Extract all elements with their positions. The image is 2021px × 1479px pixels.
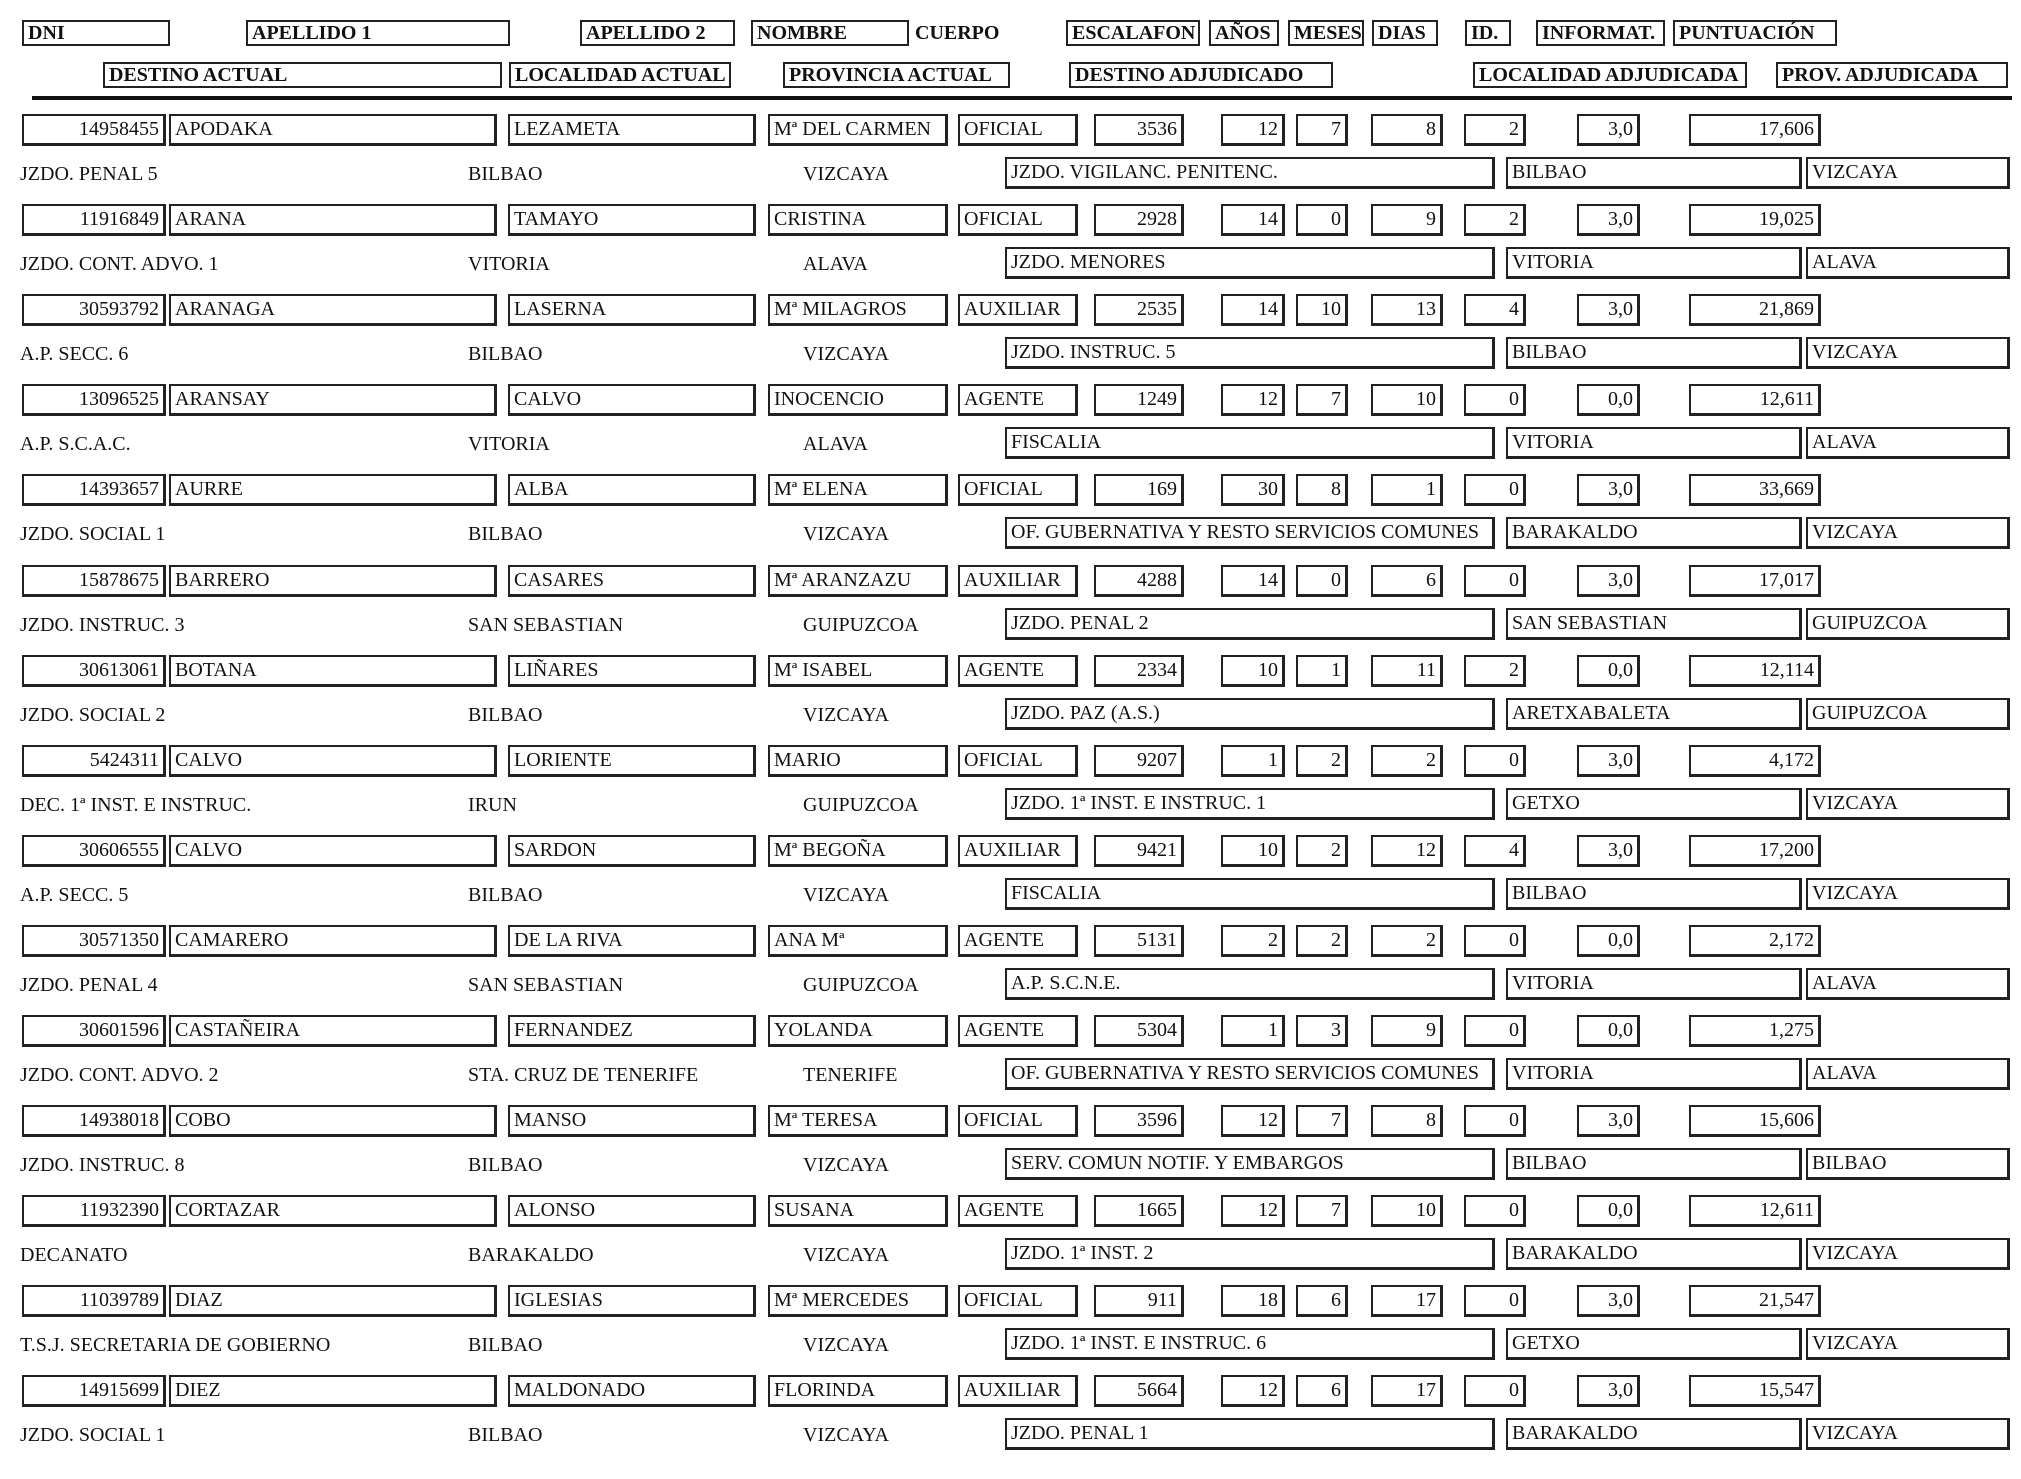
cell-informat: 3,0: [1577, 1105, 1640, 1137]
cell-puntuacion: 1,275: [1689, 1015, 1821, 1047]
header-destino-actual: DESTINO ACTUAL: [103, 62, 502, 88]
cell-dias: 6: [1371, 565, 1443, 597]
header-meses: MESES: [1288, 20, 1364, 46]
cell-informat: 0,0: [1577, 925, 1640, 957]
cell-escalafon: 5304: [1094, 1015, 1184, 1047]
cell-meses: 7: [1296, 1105, 1348, 1137]
header-cuerpo: CUERPO: [909, 20, 1064, 46]
cell-apellido2: IGLESIAS: [508, 1285, 756, 1317]
cell-provincia-actual: VIZCAYA: [803, 343, 889, 365]
cell-apellido2: FERNANDEZ: [508, 1015, 756, 1047]
cell-destino-actual: JZDO. PENAL 4: [20, 974, 158, 996]
cell-localidad-adjudicada: VITORIA: [1506, 968, 1802, 1000]
cell-localidad-adjudicada: GETXO: [1506, 788, 1802, 820]
cell-puntuacion: 4,172: [1689, 745, 1821, 777]
cell-puntuacion: 12,611: [1689, 384, 1821, 416]
cell-localidad-adjudicada: BILBAO: [1506, 337, 1802, 369]
cell-escalafon: 2928: [1094, 204, 1184, 236]
cell-prov-adjudicada: GUIPUZCOA: [1806, 698, 2010, 730]
cell-destino-adjudicado: OF. GUBERNATIVA Y RESTO SERVICIOS COMUNES: [1005, 1058, 1495, 1090]
cell-apellido1: CASTAÑEIRA: [169, 1015, 497, 1047]
cell-dias: 1: [1371, 474, 1443, 506]
cell-cuerpo: OFICIAL: [958, 745, 1078, 777]
cell-apellido1: AURRE: [169, 474, 497, 506]
cell-apellido1: DIAZ: [169, 1285, 497, 1317]
header-informat: INFORMAT.: [1536, 20, 1665, 46]
cell-puntuacion: 19,025: [1689, 204, 1821, 236]
cell-puntuacion: 17,606: [1689, 114, 1821, 146]
cell-puntuacion: 21,547: [1689, 1285, 1821, 1317]
cell-dni: 30601596: [22, 1015, 166, 1047]
cell-localidad-actual: SAN SEBASTIAN: [468, 614, 624, 636]
cell-dni: 11932390: [22, 1195, 166, 1227]
cell-nombre: Mª ELENA: [768, 474, 948, 506]
cell-destino-actual: JZDO. CONT. ADVO. 1: [20, 253, 219, 275]
cell-dias: 8: [1371, 114, 1443, 146]
cell-meses: 0: [1296, 565, 1348, 597]
cell-informat: 3,0: [1577, 1285, 1640, 1317]
cell-dni: 5424311: [22, 745, 166, 777]
cell-informat: 3,0: [1577, 294, 1640, 326]
header-prov-adjudicada: PROV. ADJUDICADA: [1776, 62, 2008, 88]
cell-destino-adjudicado: JZDO. 1ª INST. E INSTRUC. 1: [1005, 788, 1495, 820]
cell-meses: 7: [1296, 384, 1348, 416]
cell-meses: 7: [1296, 114, 1348, 146]
cell-meses: 2: [1296, 745, 1348, 777]
cell-apellido1: CORTAZAR: [169, 1195, 497, 1227]
cell-dni: 30613061: [22, 655, 166, 687]
cell-dias: 2: [1371, 745, 1443, 777]
cell-localidad-actual: SAN SEBASTIAN: [468, 974, 624, 996]
cell-destino-actual: JZDO. INSTRUC. 3: [20, 614, 185, 636]
cell-meses: 2: [1296, 925, 1348, 957]
cell-informat: 3,0: [1577, 745, 1640, 777]
cell-destino-adjudicado: JZDO. 1ª INST. 2: [1005, 1238, 1495, 1270]
cell-escalafon: 911: [1094, 1285, 1184, 1317]
cell-provincia-actual: VIZCAYA: [803, 163, 889, 185]
cell-apellido1: CALVO: [169, 745, 497, 777]
cell-meses: 1: [1296, 655, 1348, 687]
cell-cuerpo: AUXILIAR: [958, 835, 1078, 867]
cell-dias: 8: [1371, 1105, 1443, 1137]
cell-dni: 30606555: [22, 835, 166, 867]
cell-id: 4: [1464, 294, 1526, 326]
cell-id: 0: [1464, 1015, 1526, 1047]
cell-meses: 8: [1296, 474, 1348, 506]
cell-destino-adjudicado: SERV. COMUN NOTIF. Y EMBARGOS: [1005, 1148, 1495, 1180]
cell-localidad-adjudicada: VITORIA: [1506, 247, 1802, 279]
cell-anos: 1: [1221, 745, 1285, 777]
cell-id: 2: [1464, 204, 1526, 236]
cell-apellido2: ALBA: [508, 474, 756, 506]
cell-destino-adjudicado: FISCALIA: [1005, 878, 1495, 910]
cell-apellido2: ALONSO: [508, 1195, 756, 1227]
header-id: ID.: [1465, 20, 1511, 46]
cell-localidad-adjudicada: ARETXABALETA: [1506, 698, 1802, 730]
cell-dias: 10: [1371, 1195, 1443, 1227]
cell-dias: 9: [1371, 1015, 1443, 1047]
cell-dias: 2: [1371, 925, 1443, 957]
cell-destino-adjudicado: FISCALIA: [1005, 427, 1495, 459]
cell-localidad-actual: BILBAO: [468, 343, 543, 365]
cell-localidad-adjudicada: BARAKALDO: [1506, 1418, 1802, 1450]
cell-dni: 30571350: [22, 925, 166, 957]
cell-destino-actual: JZDO. SOCIAL 1: [20, 1424, 166, 1446]
cell-apellido2: LORIENTE: [508, 745, 756, 777]
cell-apellido1: APODAKA: [169, 114, 497, 146]
cell-apellido2: CALVO: [508, 384, 756, 416]
cell-escalafon: 169: [1094, 474, 1184, 506]
cell-puntuacion: 17,200: [1689, 835, 1821, 867]
cell-destino-adjudicado: JZDO. VIGILANC. PENITENC.: [1005, 157, 1495, 189]
cell-anos: 14: [1221, 294, 1285, 326]
cell-anos: 30: [1221, 474, 1285, 506]
cell-prov-adjudicada: VIZCAYA: [1806, 788, 2010, 820]
cell-escalafon: 1249: [1094, 384, 1184, 416]
cell-destino-actual: JZDO. SOCIAL 1: [20, 523, 166, 545]
cell-apellido2: MANSO: [508, 1105, 756, 1137]
cell-meses: 6: [1296, 1285, 1348, 1317]
header-anos: AÑOS: [1209, 20, 1279, 46]
cell-apellido1: COBO: [169, 1105, 497, 1137]
cell-destino-actual: T.S.J. SECRETARIA DE GOBIERNO: [20, 1334, 331, 1356]
cell-localidad-adjudicada: BILBAO: [1506, 1148, 1802, 1180]
cell-escalafon: 5664: [1094, 1375, 1184, 1407]
cell-prov-adjudicada: VIZCAYA: [1806, 1418, 2010, 1450]
cell-localidad-actual: VITORIA: [468, 433, 550, 455]
cell-localidad-actual: BARAKALDO: [468, 1244, 594, 1266]
cell-informat: 3,0: [1577, 835, 1640, 867]
cell-nombre: CRISTINA: [768, 204, 948, 236]
cell-dias: 11: [1371, 655, 1443, 687]
cell-escalafon: 9421: [1094, 835, 1184, 867]
cell-apellido2: DE LA RIVA: [508, 925, 756, 957]
cell-destino-adjudicado: JZDO. PENAL 1: [1005, 1418, 1495, 1450]
cell-localidad-actual: BILBAO: [468, 1424, 543, 1446]
cell-anos: 12: [1221, 1105, 1285, 1137]
cell-id: 0: [1464, 1375, 1526, 1407]
cell-provincia-actual: TENERIFE: [803, 1064, 898, 1086]
header-apellido-1: APELLIDO 1: [246, 20, 510, 46]
cell-nombre: Mª ISABEL: [768, 655, 948, 687]
cell-meses: 10: [1296, 294, 1348, 326]
cell-informat: 0,0: [1577, 655, 1640, 687]
cell-cuerpo: OFICIAL: [958, 1285, 1078, 1317]
cell-cuerpo: AUXILIAR: [958, 294, 1078, 326]
cell-apellido2: TAMAYO: [508, 204, 756, 236]
cell-apellido2: CASARES: [508, 565, 756, 597]
cell-escalafon: 5131: [1094, 925, 1184, 957]
cell-localidad-adjudicada: BARAKALDO: [1506, 517, 1802, 549]
cell-escalafon: 1665: [1094, 1195, 1184, 1227]
cell-informat: 3,0: [1577, 1375, 1640, 1407]
cell-id: 0: [1464, 565, 1526, 597]
cell-puntuacion: 21,869: [1689, 294, 1821, 326]
cell-destino-adjudicado: A.P. S.C.N.E.: [1005, 968, 1495, 1000]
header-destino-adjudicado: DESTINO ADJUDICADO: [1069, 62, 1333, 88]
cell-dni: 14958455: [22, 114, 166, 146]
cell-dias: 9: [1371, 204, 1443, 236]
cell-dni: 14938018: [22, 1105, 166, 1137]
cell-escalafon: 3596: [1094, 1105, 1184, 1137]
cell-escalafon: 9207: [1094, 745, 1184, 777]
cell-informat: 3,0: [1577, 565, 1640, 597]
cell-prov-adjudicada: VIZCAYA: [1806, 157, 2010, 189]
cell-dias: 17: [1371, 1375, 1443, 1407]
cell-cuerpo: AUXILIAR: [958, 1375, 1078, 1407]
cell-provincia-actual: VIZCAYA: [803, 1334, 889, 1356]
cell-provincia-actual: VIZCAYA: [803, 1244, 889, 1266]
cell-prov-adjudicada: VIZCAYA: [1806, 337, 2010, 369]
cell-apellido2: MALDONADO: [508, 1375, 756, 1407]
cell-nombre: YOLANDA: [768, 1015, 948, 1047]
cell-prov-adjudicada: ALAVA: [1806, 247, 2010, 279]
cell-dias: 13: [1371, 294, 1443, 326]
cell-meses: 6: [1296, 1375, 1348, 1407]
header-localidad-adjudicada: LOCALIDAD ADJUDICADA: [1473, 62, 1747, 88]
cell-cuerpo: AGENTE: [958, 655, 1078, 687]
cell-apellido1: ARANSAY: [169, 384, 497, 416]
cell-apellido2: LIÑARES: [508, 655, 756, 687]
cell-prov-adjudicada: VIZCAYA: [1806, 878, 2010, 910]
cell-localidad-actual: BILBAO: [468, 884, 543, 906]
cell-nombre: Mª MERCEDES: [768, 1285, 948, 1317]
cell-prov-adjudicada: VIZCAYA: [1806, 1238, 2010, 1270]
cell-id: 0: [1464, 384, 1526, 416]
cell-prov-adjudicada: VIZCAYA: [1806, 1328, 2010, 1360]
header-nombre: NOMBRE: [751, 20, 909, 46]
cell-escalafon: 4288: [1094, 565, 1184, 597]
cell-puntuacion: 15,547: [1689, 1375, 1821, 1407]
cell-informat: 0,0: [1577, 1195, 1640, 1227]
cell-dni: 11039789: [22, 1285, 166, 1317]
cell-localidad-actual: BILBAO: [468, 523, 543, 545]
cell-destino-actual: DEC. 1ª INST. E INSTRUC.: [20, 794, 252, 816]
cell-cuerpo: AGENTE: [958, 1015, 1078, 1047]
cell-id: 4: [1464, 835, 1526, 867]
cell-localidad-actual: IRUN: [468, 794, 517, 816]
header-provincia-actual: PROVINCIA ACTUAL: [783, 62, 1010, 88]
cell-localidad-actual: BILBAO: [468, 704, 543, 726]
cell-escalafon: 2535: [1094, 294, 1184, 326]
cell-anos: 12: [1221, 114, 1285, 146]
cell-puntuacion: 2,172: [1689, 925, 1821, 957]
cell-anos: 14: [1221, 204, 1285, 236]
cell-puntuacion: 15,606: [1689, 1105, 1821, 1137]
cell-destino-adjudicado: JZDO. MENORES: [1005, 247, 1495, 279]
cell-apellido2: SARDON: [508, 835, 756, 867]
cell-localidad-adjudicada: GETXO: [1506, 1328, 1802, 1360]
cell-destino-adjudicado: JZDO. PENAL 2: [1005, 608, 1495, 640]
cell-prov-adjudicada: VIZCAYA: [1806, 517, 2010, 549]
cell-destino-adjudicado: JZDO. INSTRUC. 5: [1005, 337, 1495, 369]
cell-id: 0: [1464, 474, 1526, 506]
cell-localidad-adjudicada: BILBAO: [1506, 878, 1802, 910]
cell-prov-adjudicada: ALAVA: [1806, 1058, 2010, 1090]
cell-localidad-actual: STA. CRUZ DE TENERIFE: [468, 1064, 699, 1086]
cell-apellido1: CAMARERO: [169, 925, 497, 957]
cell-localidad-actual: BILBAO: [468, 1154, 543, 1176]
cell-dni: 11916849: [22, 204, 166, 236]
cell-id: 0: [1464, 745, 1526, 777]
cell-localidad-actual: BILBAO: [468, 1334, 543, 1356]
cell-apellido1: ARANA: [169, 204, 497, 236]
cell-dias: 17: [1371, 1285, 1443, 1317]
cell-provincia-actual: GUIPUZCOA: [803, 614, 919, 636]
cell-apellido1: ARANAGA: [169, 294, 497, 326]
cell-localidad-actual: VITORIA: [468, 253, 550, 275]
cell-nombre: Mª TERESA: [768, 1105, 948, 1137]
header-escalafon: ESCALAFON: [1066, 20, 1200, 46]
cell-apellido1: DIEZ: [169, 1375, 497, 1407]
cell-destino-adjudicado: JZDO. 1ª INST. E INSTRUC. 6: [1005, 1328, 1495, 1360]
cell-nombre: Mª MILAGROS: [768, 294, 948, 326]
cell-prov-adjudicada: BILBAO: [1806, 1148, 2010, 1180]
cell-provincia-actual: ALAVA: [803, 433, 868, 455]
cell-dni: 30593792: [22, 294, 166, 326]
cell-anos: 1: [1221, 1015, 1285, 1047]
cell-provincia-actual: VIZCAYA: [803, 884, 889, 906]
cell-id: 2: [1464, 114, 1526, 146]
cell-meses: 7: [1296, 1195, 1348, 1227]
cell-localidad-adjudicada: VITORIA: [1506, 1058, 1802, 1090]
header-apellido-2: APELLIDO 2: [580, 20, 735, 46]
cell-provincia-actual: VIZCAYA: [803, 704, 889, 726]
cell-cuerpo: OFICIAL: [958, 204, 1078, 236]
cell-localidad-adjudicada: BARAKALDO: [1506, 1238, 1802, 1270]
cell-puntuacion: 33,669: [1689, 474, 1821, 506]
cell-apellido1: CALVO: [169, 835, 497, 867]
cell-prov-adjudicada: ALAVA: [1806, 427, 2010, 459]
cell-localidad-adjudicada: BILBAO: [1506, 157, 1802, 189]
cell-nombre: ANA Mª: [768, 925, 948, 957]
cell-nombre: MARIO: [768, 745, 948, 777]
cell-informat: 3,0: [1577, 474, 1640, 506]
cell-provincia-actual: GUIPUZCOA: [803, 794, 919, 816]
cell-anos: 12: [1221, 384, 1285, 416]
cell-puntuacion: 17,017: [1689, 565, 1821, 597]
cell-cuerpo: OFICIAL: [958, 114, 1078, 146]
cell-destino-actual: JZDO. PENAL 5: [20, 163, 158, 185]
cell-destino-actual: JZDO. INSTRUC. 8: [20, 1154, 185, 1176]
cell-dni: 13096525: [22, 384, 166, 416]
cell-cuerpo: AGENTE: [958, 384, 1078, 416]
cell-localidad-adjudicada: SAN SEBASTIAN: [1506, 608, 1802, 640]
cell-nombre: SUSANA: [768, 1195, 948, 1227]
cell-puntuacion: 12,611: [1689, 1195, 1821, 1227]
cell-apellido2: LEZAMETA: [508, 114, 756, 146]
cell-anos: 18: [1221, 1285, 1285, 1317]
cell-escalafon: 2334: [1094, 655, 1184, 687]
cell-anos: 10: [1221, 655, 1285, 687]
cell-provincia-actual: VIZCAYA: [803, 1154, 889, 1176]
cell-id: 0: [1464, 925, 1526, 957]
cell-informat: 0,0: [1577, 1015, 1640, 1047]
cell-provincia-actual: ALAVA: [803, 253, 868, 275]
cell-informat: 0,0: [1577, 384, 1640, 416]
cell-nombre: Mª BEGOÑA: [768, 835, 948, 867]
cell-id: 0: [1464, 1285, 1526, 1317]
cell-cuerpo: AGENTE: [958, 925, 1078, 957]
cell-cuerpo: AUXILIAR: [958, 565, 1078, 597]
header-dias: DIAS: [1372, 20, 1438, 46]
cell-cuerpo: AGENTE: [958, 1195, 1078, 1227]
cell-puntuacion: 12,114: [1689, 655, 1821, 687]
cell-nombre: FLORINDA: [768, 1375, 948, 1407]
cell-apellido1: BOTANA: [169, 655, 497, 687]
cell-destino-actual: JZDO. CONT. ADVO. 2: [20, 1064, 219, 1086]
cell-anos: 10: [1221, 835, 1285, 867]
cell-dni: 15878675: [22, 565, 166, 597]
cell-informat: 3,0: [1577, 204, 1640, 236]
cell-anos: 14: [1221, 565, 1285, 597]
cell-prov-adjudicada: GUIPUZCOA: [1806, 608, 2010, 640]
cell-apellido2: LASERNA: [508, 294, 756, 326]
header-rule: [32, 96, 2012, 100]
cell-nombre: Mª ARANZAZU: [768, 565, 948, 597]
cell-anos: 2: [1221, 925, 1285, 957]
cell-provincia-actual: VIZCAYA: [803, 1424, 889, 1446]
cell-localidad-adjudicada: VITORIA: [1506, 427, 1802, 459]
cell-cuerpo: OFICIAL: [958, 474, 1078, 506]
cell-cuerpo: OFICIAL: [958, 1105, 1078, 1137]
cell-meses: 0: [1296, 204, 1348, 236]
cell-dias: 12: [1371, 835, 1443, 867]
cell-dni: 14393657: [22, 474, 166, 506]
cell-escalafon: 3536: [1094, 114, 1184, 146]
cell-meses: 3: [1296, 1015, 1348, 1047]
cell-provincia-actual: VIZCAYA: [803, 523, 889, 545]
cell-destino-actual: A.P. S.C.A.C.: [20, 433, 131, 455]
cell-destino-adjudicado: OF. GUBERNATIVA Y RESTO SERVICIOS COMUNES: [1005, 517, 1495, 549]
header-localidad-actual: LOCALIDAD ACTUAL: [509, 62, 731, 88]
cell-meses: 2: [1296, 835, 1348, 867]
cell-destino-actual: DECANATO: [20, 1244, 128, 1266]
cell-destino-actual: A.P. SECC. 5: [20, 884, 129, 906]
cell-id: 2: [1464, 655, 1526, 687]
cell-destino-actual: A.P. SECC. 6: [20, 343, 129, 365]
cell-anos: 12: [1221, 1375, 1285, 1407]
cell-dni: 14915699: [22, 1375, 166, 1407]
cell-id: 0: [1464, 1105, 1526, 1137]
cell-informat: 3,0: [1577, 114, 1640, 146]
header-puntuacion: PUNTUACIÓN: [1673, 20, 1837, 46]
cell-prov-adjudicada: ALAVA: [1806, 968, 2010, 1000]
cell-id: 0: [1464, 1195, 1526, 1227]
cell-destino-adjudicado: JZDO. PAZ (A.S.): [1005, 698, 1495, 730]
cell-dias: 10: [1371, 384, 1443, 416]
cell-nombre: Mª DEL CARMEN: [768, 114, 948, 146]
cell-destino-actual: JZDO. SOCIAL 2: [20, 704, 166, 726]
cell-provincia-actual: GUIPUZCOA: [803, 974, 919, 996]
cell-localidad-actual: BILBAO: [468, 163, 543, 185]
cell-apellido1: BARRERO: [169, 565, 497, 597]
cell-nombre: INOCENCIO: [768, 384, 948, 416]
header-dni: DNI: [22, 20, 170, 46]
cell-anos: 12: [1221, 1195, 1285, 1227]
